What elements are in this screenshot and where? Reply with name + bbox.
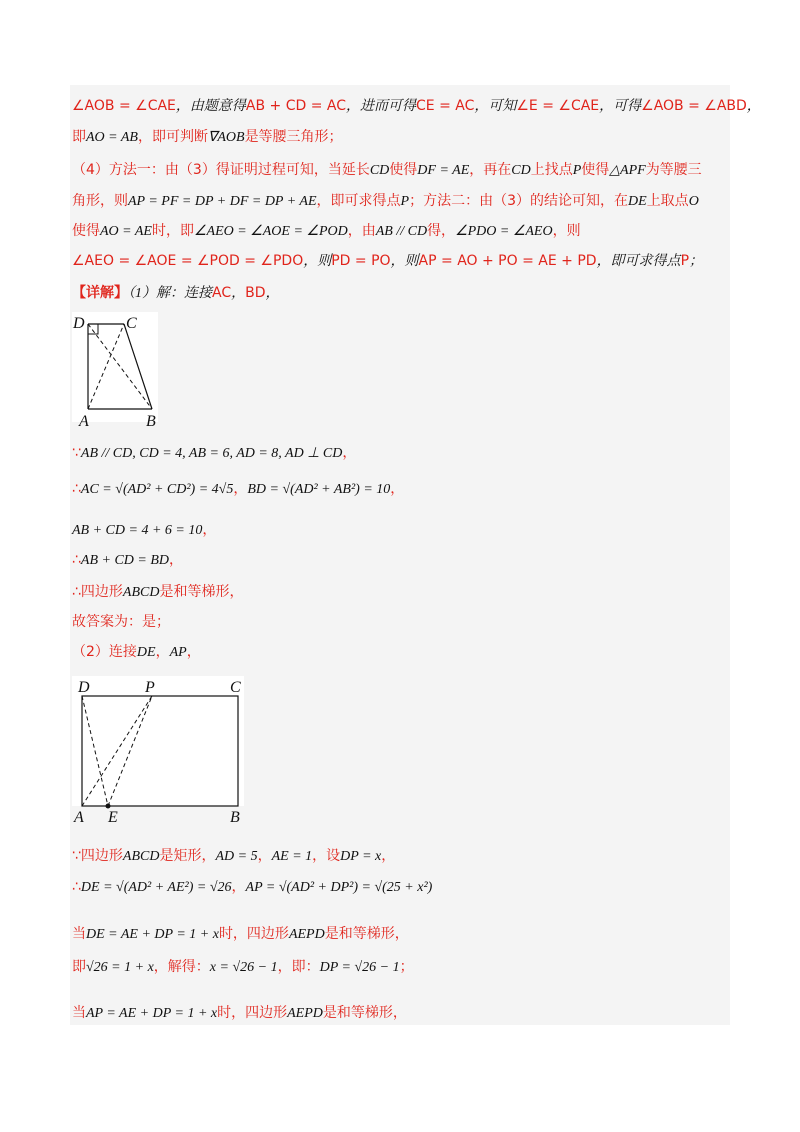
math-expression: AC = √(AD² + CD²) = 4√5 bbox=[80, 482, 234, 497]
text-segment: 得， bbox=[427, 223, 456, 239]
vertex-a: A bbox=[74, 809, 84, 826]
text-line-10 bbox=[72, 550, 183, 571]
detail-heading-line bbox=[72, 283, 280, 304]
math-expression: AP bbox=[169, 645, 187, 660]
math-expression: △APF bbox=[609, 163, 646, 178]
text-segment: ， bbox=[381, 848, 396, 864]
text-segment: 时，即 bbox=[151, 223, 194, 239]
math-expression: AP = AE + DP = 1 + x bbox=[86, 1006, 218, 1021]
vertex-b: B bbox=[230, 809, 240, 826]
math-expression: AB + CD = 4 + 6 = 10 bbox=[72, 523, 203, 538]
text-segment: ，设 bbox=[312, 848, 341, 864]
vertex-d: D bbox=[78, 679, 90, 696]
text-line-12 bbox=[72, 612, 170, 632]
text-segment: ；方法二：由（3）的结论可知，在 bbox=[409, 193, 629, 209]
text-segment: ，解得： bbox=[153, 959, 210, 975]
text-segment: 上找点 bbox=[530, 162, 573, 178]
math-expression: AD = 5 bbox=[215, 849, 258, 864]
vertex-d: D bbox=[73, 315, 85, 332]
text-line-7 bbox=[72, 443, 356, 464]
text-segment: 是和等梯形， bbox=[324, 926, 409, 942]
math-expression: P bbox=[400, 194, 410, 209]
text-segment: ，则 bbox=[552, 223, 581, 239]
text-segment: P bbox=[680, 253, 690, 269]
math-expression: ，即可求得点 bbox=[596, 254, 681, 269]
text-line-4 bbox=[72, 191, 699, 212]
text-segment: 时，四边形 bbox=[217, 1005, 288, 1021]
math-expression: x = √26 − 1 bbox=[209, 960, 278, 975]
text-segment: ∵ bbox=[72, 445, 81, 461]
text-segment: ， bbox=[186, 644, 201, 660]
math-expression: AO = AE bbox=[100, 224, 152, 239]
text-segment: ∴ bbox=[72, 879, 81, 895]
text-segment: ∵四边形 bbox=[72, 848, 123, 864]
text-line-8 bbox=[72, 479, 404, 500]
text-segment: ， bbox=[342, 445, 357, 461]
math-expression: ，则 bbox=[303, 254, 332, 269]
text-segment: ，即可求得点 bbox=[316, 193, 401, 209]
text-segment: AB + CD = AC bbox=[245, 98, 346, 114]
text-segment: ， bbox=[231, 879, 246, 895]
math-expression: AO = AB bbox=[86, 130, 138, 145]
text-line-13 bbox=[72, 642, 201, 663]
math-expression: AP = PF = DP + DF = DP + AE bbox=[128, 194, 317, 209]
text-segment: 当 bbox=[72, 926, 86, 942]
math-expression: √26 = 1 + x bbox=[86, 960, 154, 975]
text-segment: ； bbox=[399, 959, 414, 975]
text-segment: 角形，则 bbox=[72, 193, 128, 209]
text-segment: 当 bbox=[72, 1005, 86, 1021]
text-line-17 bbox=[72, 957, 414, 978]
math-expression: AB // CD bbox=[375, 224, 428, 239]
text-line-11 bbox=[72, 582, 243, 603]
text-segment: 是和等梯形， bbox=[322, 1005, 407, 1021]
math-expression: ，由题意得 bbox=[175, 99, 246, 114]
text-segment: 【详解】 bbox=[72, 285, 128, 301]
math-expression: ，可得 bbox=[599, 99, 642, 114]
text-segment: 是等腰三角形； bbox=[244, 129, 343, 145]
math-expression: DE bbox=[136, 645, 156, 660]
text-segment: ∠AOB = ∠CAE bbox=[72, 98, 176, 114]
text-line-14 bbox=[72, 846, 395, 867]
math-expression: ∇AOB bbox=[207, 130, 245, 145]
math-expression: BD = √(AD² + AB²) = 10 bbox=[247, 482, 391, 497]
text-segment: ∠E = ∠CAE bbox=[516, 98, 600, 114]
text-segment: 使得 bbox=[72, 223, 100, 239]
math-expression: AP = √(AD² + DP²) = √(25 + x²) bbox=[245, 880, 433, 895]
vertex-e: E bbox=[108, 809, 118, 826]
text-segment: 为等腰三 bbox=[645, 162, 702, 178]
vertex-p: P bbox=[145, 679, 155, 696]
text-line-16 bbox=[72, 924, 409, 945]
text-segment: ， bbox=[257, 848, 272, 864]
math-expression: ，则 bbox=[390, 254, 419, 269]
text-segment: 即 bbox=[72, 129, 86, 145]
text-segment: 时，四边形 bbox=[218, 926, 289, 942]
text-segment: 使得 bbox=[389, 162, 418, 178]
text-segment: 是矩形， bbox=[159, 848, 216, 864]
text-line-5 bbox=[72, 221, 581, 242]
math-expression: ， bbox=[231, 286, 246, 301]
math-expression: ，进而可得 bbox=[346, 99, 416, 114]
vertex-b: B bbox=[146, 413, 156, 430]
text-segment: ， bbox=[155, 644, 170, 660]
text-segment: ∴四边形 bbox=[72, 584, 123, 600]
text-segment: （4）方法一：由（3）得证明过程可知，当延长 bbox=[72, 162, 370, 178]
text-segment: ，即可判断 bbox=[137, 129, 208, 145]
math-expression: AEPD bbox=[287, 1006, 323, 1021]
text-segment: ， bbox=[390, 481, 405, 497]
text-segment: PD = PO bbox=[331, 253, 391, 269]
text-segment: ，即： bbox=[277, 959, 320, 975]
text-line-9 bbox=[72, 520, 216, 541]
math-expression: P bbox=[572, 163, 582, 178]
text-line-3 bbox=[72, 160, 702, 181]
math-expression: AEPD bbox=[288, 927, 325, 942]
text-segment: AC bbox=[212, 285, 232, 301]
vertex-c: C bbox=[126, 315, 137, 332]
math-expression: ∠AEO = ∠AOE = ∠POD bbox=[193, 224, 348, 239]
text-segment: ，再在 bbox=[469, 162, 512, 178]
text-segment: ∠AOB = ∠ABD bbox=[641, 98, 747, 114]
text-segment: 是和等梯形， bbox=[159, 584, 244, 600]
rectangle-figure bbox=[70, 676, 250, 830]
math-expression: DE = AE + DP = 1 + x bbox=[86, 927, 219, 942]
text-line-15 bbox=[72, 877, 432, 898]
text-segment: AP = AO + PO = AE + PD bbox=[418, 253, 597, 269]
math-expression: ； bbox=[689, 254, 704, 269]
math-expression: （1）解：连接 bbox=[128, 286, 212, 301]
text-segment: ， bbox=[233, 481, 248, 497]
math-expression: AB // CD, CD = 4, AB = 6, AD = 8, AD ⊥ CD bbox=[80, 446, 343, 461]
math-expression: ABCD bbox=[122, 849, 160, 864]
math-expression: ∠PDO = ∠AEO bbox=[455, 224, 553, 239]
vertex-c: C bbox=[230, 679, 241, 696]
text-segment: 上取点 bbox=[646, 193, 689, 209]
trapezoid-figure bbox=[70, 312, 170, 434]
text-line-18 bbox=[72, 1003, 407, 1024]
text-segment: ，由 bbox=[347, 223, 376, 239]
math-expression: AE = 1 bbox=[271, 849, 313, 864]
text-segment: ， bbox=[202, 522, 217, 538]
text-segment: 使得 bbox=[581, 162, 610, 178]
text-line-2 bbox=[72, 127, 343, 148]
math-expression: CD bbox=[511, 163, 531, 178]
text-segment: ， bbox=[169, 552, 184, 568]
text-segment: （2）连接 bbox=[72, 644, 137, 660]
text-segment: ∴ bbox=[72, 552, 81, 568]
math-expression: DE bbox=[628, 194, 647, 209]
math-expression: O bbox=[688, 194, 699, 209]
text-segment: ∴ bbox=[72, 481, 81, 497]
text-segment: ∠AEO = ∠AOE = ∠POD = ∠PDO bbox=[72, 253, 304, 269]
text-segment: 即 bbox=[72, 959, 86, 975]
math-expression: DF = AE bbox=[417, 163, 470, 178]
math-expression: AB + CD = BD bbox=[80, 553, 170, 568]
text-line-6 bbox=[72, 251, 703, 272]
text-line-1 bbox=[72, 96, 761, 117]
math-expression: ， bbox=[746, 99, 761, 114]
math-expression: ， bbox=[265, 286, 280, 301]
math-expression: DP = x bbox=[340, 849, 382, 864]
math-expression: CD bbox=[369, 163, 390, 178]
text-segment: CE = AC bbox=[416, 98, 475, 114]
math-expression: ABCD bbox=[122, 585, 160, 600]
text-segment: 故答案为：是； bbox=[72, 614, 170, 630]
math-expression: DP = √26 − 1 bbox=[319, 960, 400, 975]
math-expression: ，可知 bbox=[474, 99, 517, 114]
text-segment: BD bbox=[245, 285, 266, 301]
vertex-a: A bbox=[79, 413, 89, 430]
math-expression: DE = √(AD² + AE²) = √26 bbox=[80, 880, 232, 895]
